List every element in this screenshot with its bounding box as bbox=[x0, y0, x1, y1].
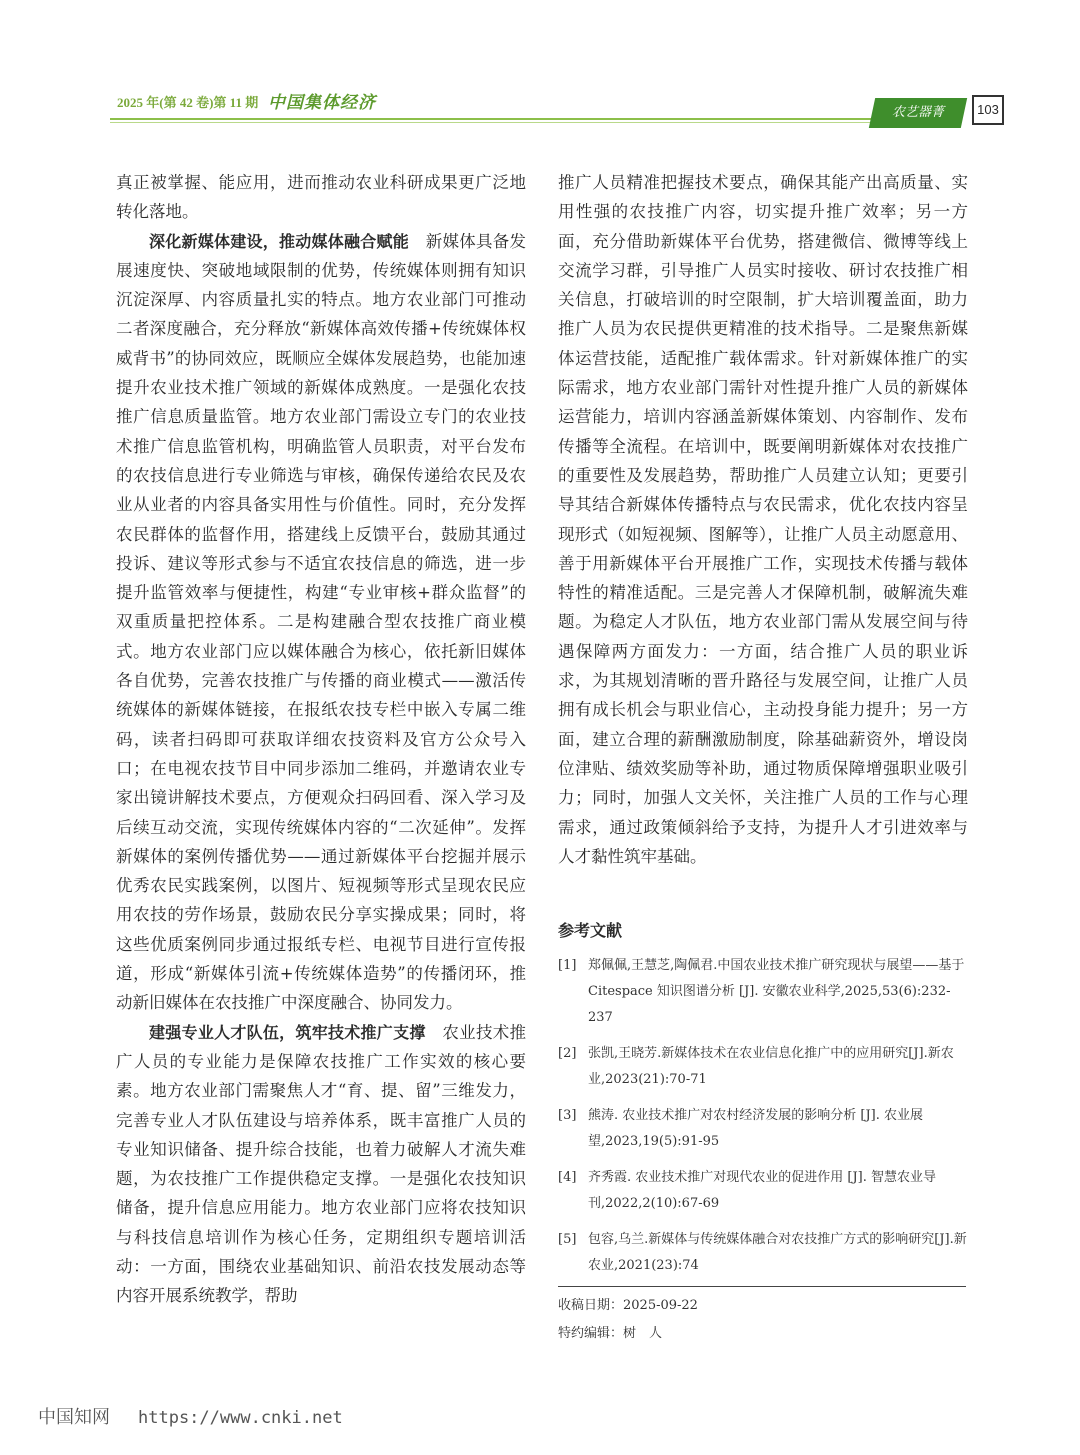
reference-number: [1] bbox=[558, 958, 577, 973]
reference-number: [3] bbox=[558, 1108, 577, 1123]
right-column bbox=[558, 168, 968, 871]
reference-text: 熊涛. 农业技术推广对农村经济发展的影响分析 [J]. 农业展望,2023,19(5):91-95 bbox=[588, 1108, 924, 1149]
section-body: 新媒体具备发展速度快、突破地域限制的优势，传统媒体则拥有知识沉淀深厚、内容质量扎实的特点。地方农业部门可推动二者深度融合，充分释放“新媒体高效传播+传统媒体权威背书”的协同效应，既顺应全媒体发展趋势，也能加速提升农业技术推广领域的新媒体成熟度。一是强化农技推广信息质量监管。地方农业部门需设立专门的农业技术推广信息监管机构，明确监管人员职责，对平台发布的农技信息进行专业筛选与审核，确保传递给农民及农业从业者的内容具备实用性与价值性。同时，充分发挥农民群体的监督作用，搭建线上反馈平台，鼓励其通过投诉、建议等形式参与不适宜农技信息的筛选，进一步提升监管效率与便捷性，构建“专业审核+群众监督”的双重质量把控体系。二是构建融合型农技推广商业模式。地方农业部门应以媒体融合为核心，依托新旧媒体各自优势，完善农技推广与传播的商业模式——激活传统媒体的新媒体链接，在报纸农技专栏中嵌入专属二维码，读者扫码即可获取详细农技资料及官方公众号入口；在电视农技节目中同步添加二维码，并邀请农业专家出镜讲解技术要点，方便观众扫码回看、深入学习及后续互动交流，实现传统媒体内容的“二次延伸”。发挥新媒体的案例传播优势——通过新媒体平台挖掘并展示优秀农民实践案例，以图片、短视频等形式呈现农民应用农技的劳作场景，鼓励农民分享实操成果；同时，将这些优质案例同步通过报纸专栏、电视节目进行宣传报道，形成“新媒体引流+传统媒体造势”的传播闭环，推动新旧媒体在农技推广中深度融合、协同发力。 bbox=[116, 231, 526, 1013]
watermark bbox=[38, 1403, 343, 1429]
section-heading: 深化新媒体建设，推动媒体融合赋能 bbox=[149, 231, 409, 251]
references bbox=[558, 918, 968, 1289]
special-editor: 特约编辑：树 人 bbox=[558, 1326, 663, 1341]
page-number: 103 bbox=[972, 95, 1004, 125]
header-rule-thin bbox=[110, 122, 872, 123]
reference-text: 包容,乌兰.新媒体与传统媒体融合对农技推广方式的影响研究[J].新农业,2021(23):74 bbox=[588, 1232, 967, 1273]
reference-item bbox=[558, 953, 968, 1031]
reference-item bbox=[558, 1041, 968, 1093]
paragraph: 真正被掌握、能应用，进而推动农业科研成果更广泛地转化落地。 bbox=[116, 173, 526, 222]
reference-text: 郑佩佩,王慧芝,陶佩君.中国农业技术推广研究现状与展望——基于 Citespace 知识图谱分析 [J]. 安徽农业科学,2025,53(6):232-237 bbox=[588, 958, 965, 1025]
section-body: 农业技术推广人员的专业能力是保障农技推广工作实效的核心要素。地方农业部门需聚焦人才“育、提、留”三维发力，完善专业人才队伍建设与培养体系，既丰富推广人员的专业知识储备、提升综合技能，也着力破解人才流失难题，为农技推广工作提供稳定支撑。一是强化农技知识储备，提升信息应用能力。地方农业部门应将农技知识与科技信息培训作为核心任务，定期组织专题培训活动：一方面，围绕农业基础知识、前沿农技发展动态等内容开展系统教学，帮助 bbox=[116, 1022, 526, 1306]
watermark-site-name: 中国知网 bbox=[38, 1407, 110, 1428]
reference-text: 齐秀霞. 农业技术推广对现代农业的促进作用 [J]. 智慧农业导刊,2022,2(10):67-69 bbox=[588, 1170, 937, 1211]
footer-rule bbox=[558, 1286, 966, 1287]
references-title: 参考文献 bbox=[558, 921, 623, 940]
watermark-url: https://www.cnki.net bbox=[138, 1408, 343, 1428]
paragraph-section bbox=[116, 227, 526, 1018]
received-date: 收稿日期：2025-09-22 bbox=[558, 1298, 698, 1313]
page-header bbox=[0, 0, 1080, 140]
reference-item bbox=[558, 1165, 968, 1217]
header-rule bbox=[110, 118, 872, 120]
magazine-name: 中国集体经济 bbox=[268, 93, 376, 113]
reference-number: [2] bbox=[558, 1046, 577, 1061]
left-column bbox=[116, 168, 526, 1311]
issue-info: 2025 年(第 42 卷)第 11 期 bbox=[117, 95, 259, 110]
section-label bbox=[869, 98, 967, 128]
section-heading: 建强专业人才队伍，筑牢技术推广支撑 bbox=[149, 1022, 426, 1042]
reference-number: [5] bbox=[558, 1232, 577, 1247]
reference-text: 张凯,王晓芳.新媒体技术在农业信息化推广中的应用研究[J].新农业,2023(21):70-71 bbox=[588, 1046, 954, 1087]
section-label-text: 农艺器菁 bbox=[891, 105, 944, 120]
reference-number: [4] bbox=[558, 1170, 577, 1185]
paragraph-section bbox=[116, 1018, 526, 1311]
reference-item bbox=[558, 1227, 968, 1279]
reference-item bbox=[558, 1103, 968, 1155]
paragraph: 推广人员精准把握技术要点，确保其能产出高质量、实用性强的农技推广内容，切实提升推广效率；另一方面，充分借助新媒体平台优势，搭建微信、微博等线上交流学习群，引导推广人员实时接收、研讨农技推广相关信息，打破培训的时空限制，扩大培训覆盖面，助力推广人员为农民提供更精准的技术指导。二是聚焦新媒体运营技能，适配推广载体需求。针对新媒体推广的实际需求，地方农业部门需针对性提升推广人员的新媒体运营能力，培训内容涵盖新媒体策划、内容制作、发布传播等全流程。在培训中，既要阐明新媒体对农技推广的重要性及发展趋势，帮助推广人员建立认知；更要引导其结合新媒体传播特点与农民需求，优化农技内容呈现形式（如短视频、图解等），让推广人员主动愿意用、善于用新媒体平台开展推广工作，实现技术传播与载体特性的精准适配。三是完善人才保障机制，破解流失难题。为稳定人才队伍，地方农业部门需从发展空间与待遇保障两方面发力：一方面，结合推广人员的职业诉求，为其规划清晰的晋升路径与发展空间，让推广人员拥有成长机会与职业信心，主动投身能力提升；另一方面，建立合理的薪酬激励制度，除基础薪资外，增设岗位津贴、绩效奖励等补助，通过物质保障增强职业吸引力；同时，加强人文关怀，关注推广人员的工作与心理需求，通过政策倾斜给予支持，为提升人才引进效率与人才黏性筑牢基础。 bbox=[558, 173, 968, 866]
